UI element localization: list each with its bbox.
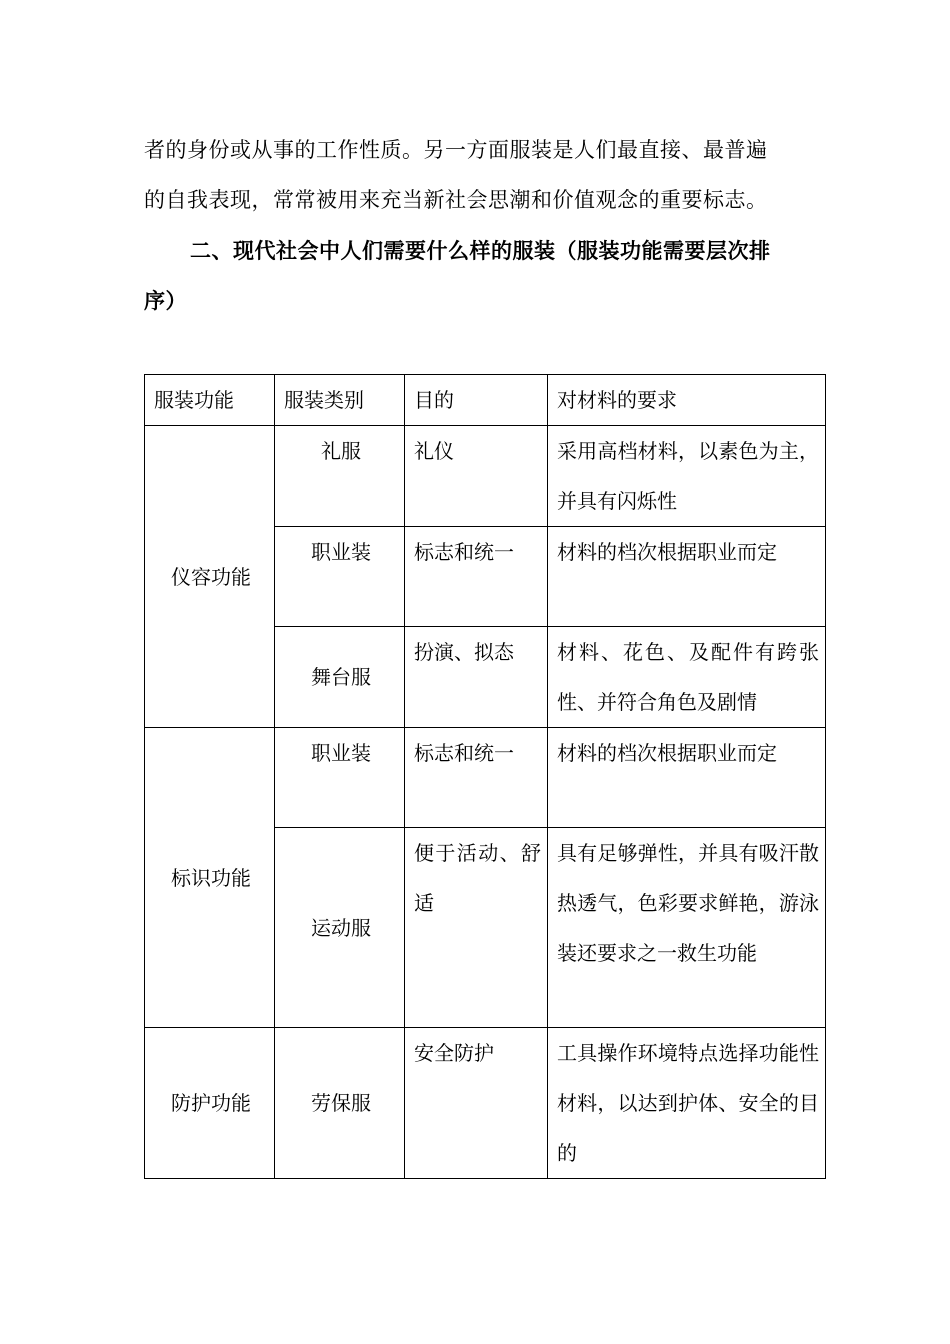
body-text-line-1: 者的身份或从事的工作性质。另一方面服装是人们最直接、最普遍 [144,138,768,162]
requirement-cell: 采用高档材料，以素色为主，并具有闪烁性 [548,426,826,527]
category-cell: 劳保服 [275,1028,405,1179]
requirement-cell: 材料、花色、及配件有跨张性、并符合角色及剧情 [548,627,826,728]
body-text-line-2: 的自我表现，常常被用来充当新社会思潮和价值观念的重要标志。 [144,188,768,212]
table-row [145,728,826,828]
category-cell: 舞台服 [275,627,405,728]
table-row [145,426,826,527]
function-cell: 标识功能 [145,728,275,1028]
table-header-row [145,375,826,426]
purpose-cell: 标志和统一 [405,527,548,627]
category-cell: 运动服 [275,828,405,1028]
section-heading-line-2: 序） [144,289,187,313]
requirement-cell: 工具操作环境特点选择功能性材料，以达到护体、安全的目的 [548,1028,826,1179]
purpose-cell: 礼仪 [405,426,548,527]
requirement-cell: 具有足够弹性，并具有吸汗散热透气，色彩要求鲜艳，游泳装还要求之一救生功能 [548,828,826,1028]
function-cell: 仪容功能 [145,426,275,728]
function-cell: 防护功能 [145,1028,275,1179]
purpose-cell: 扮演、拟态 [405,627,548,728]
category-cell: 职业装 [275,527,405,627]
category-cell: 礼服 [275,426,405,527]
requirement-cell: 材料的档次根据职业而定 [548,527,826,627]
table-row [145,1028,826,1179]
header-function: 服装功能 [145,375,275,426]
header-purpose: 目的 [405,375,548,426]
header-requirement: 对材料的要求 [548,375,826,426]
clothing-function-table [144,374,826,1179]
header-category: 服装类别 [275,375,405,426]
category-cell: 职业装 [275,728,405,828]
section-heading-line-1: 二、现代社会中人们需要什么样的服装（服装功能需要层次排 [190,239,771,263]
requirement-cell: 材料的档次根据职业而定 [548,728,826,828]
purpose-cell: 便于活动、舒适 [405,828,548,1028]
purpose-cell: 标志和统一 [405,728,548,828]
purpose-cell: 安全防护 [405,1028,548,1179]
